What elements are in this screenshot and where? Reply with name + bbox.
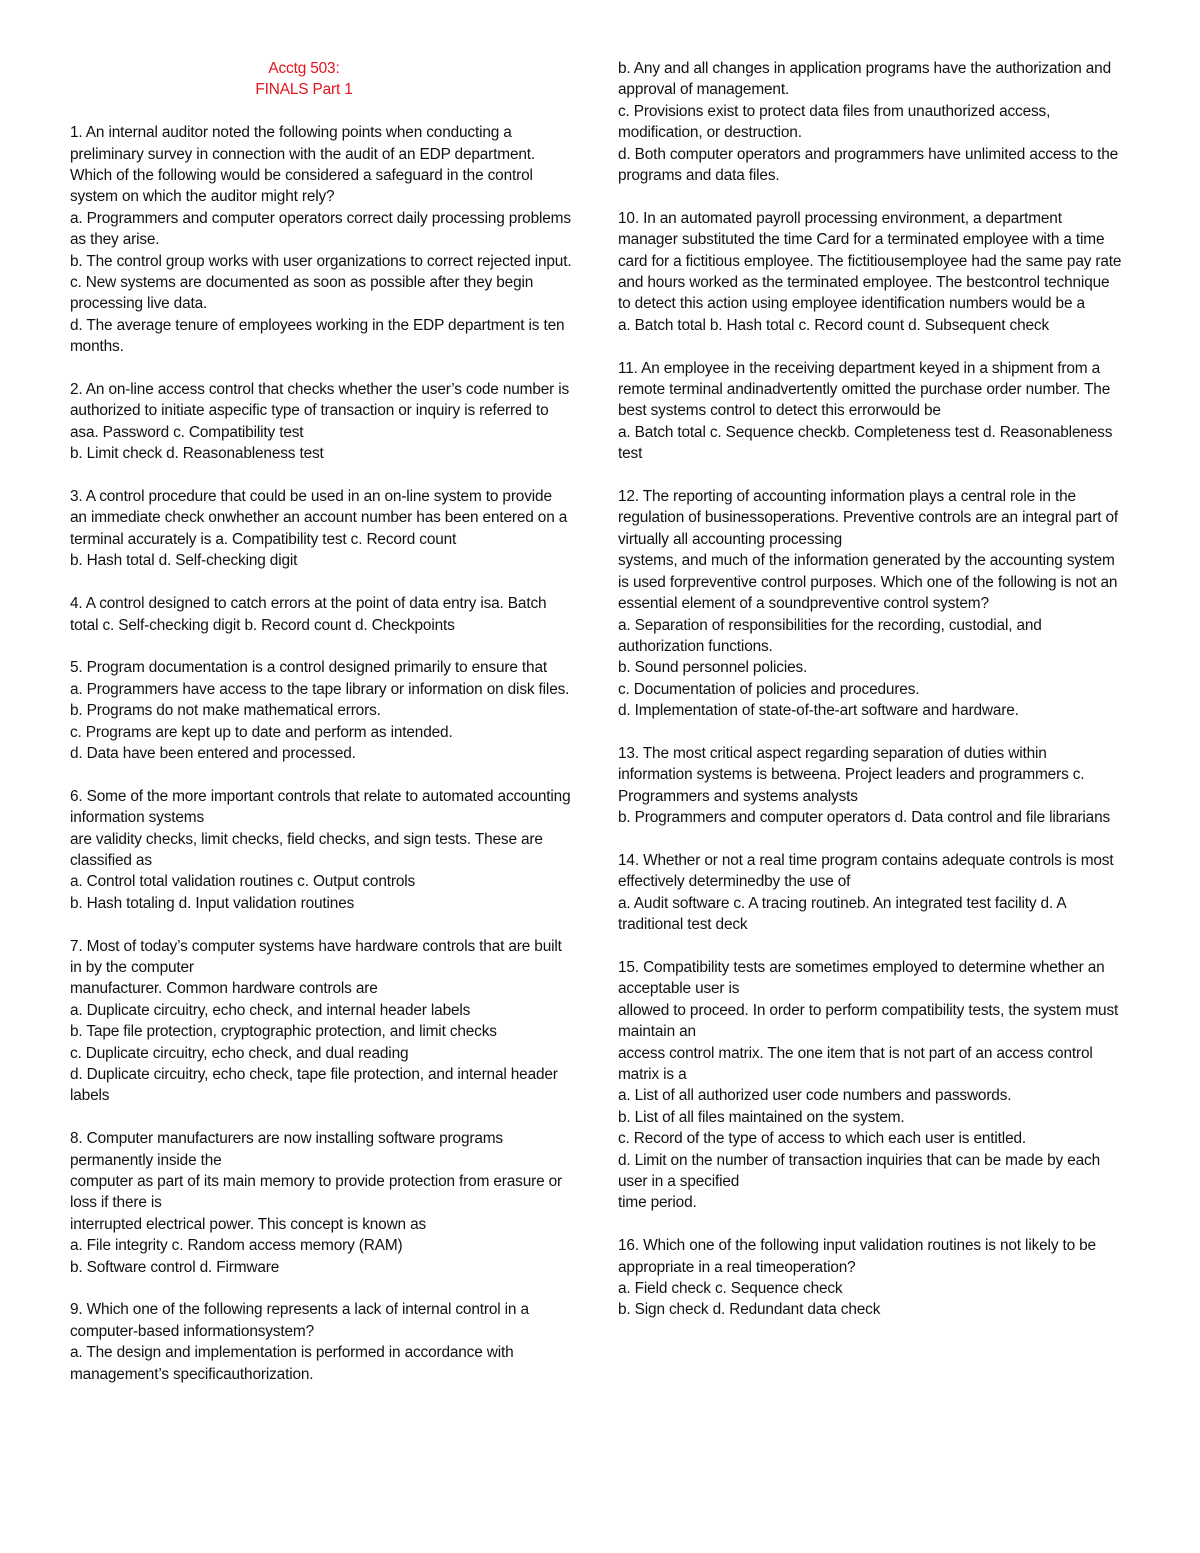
question-line: preliminary survey in connection with the audit of an EDP department. <box>70 145 536 163</box>
question-block <box>618 58 1133 186</box>
question-line: c. Record of the type of access to which each user is entitled. <box>618 1130 1027 1148</box>
question-line: traditional test deck <box>618 916 748 934</box>
question-line: test <box>618 445 643 463</box>
question-line: b. Tape file protection, cryptographic protection, and limit checks <box>70 1023 497 1041</box>
question-block <box>70 122 590 357</box>
question-line: asa. Password c. Compatibility test <box>70 423 304 441</box>
question-line: remote terminal andinadvertently omitted the purchase order number. The <box>618 381 1111 399</box>
question-line: b. Hash totaling d. Input validation routines <box>70 894 355 912</box>
left-question-list <box>70 122 590 1385</box>
question-line: terminal accurately is a. Compatibility test c. Record count <box>70 530 457 548</box>
question-line: authorized to initiate aspecific type of transaction or inquiry is referred to <box>70 402 549 420</box>
question-line: c. Programs are kept up to date and perform as intended. <box>70 723 453 741</box>
question-line: c. New systems are documented as soon as possible after they begin <box>70 274 534 292</box>
question-line: c. Documentation of policies and procedures. <box>618 680 920 698</box>
question-line: b. Any and all changes in application programs have the authorization and <box>618 60 1112 77</box>
question-line: Which of the following would be considered a safeguard in the control <box>70 167 533 185</box>
question-line: a. Programmers and computer operators correct daily processing problems <box>70 209 571 227</box>
question-line: regulation of businessoperations. Preventive controls are an integral part of <box>618 509 1119 527</box>
question-line: allowed to proceed. In order to perform compatibility tests, the system must <box>618 1001 1119 1019</box>
question-line: labels <box>70 1087 110 1105</box>
question-line: are validity checks, limit checks, field checks, and sign tests. These are <box>70 830 543 848</box>
question-line: b. Hash total d. Self-checking digit <box>70 552 298 570</box>
question-line: computer-based informationsystem? <box>70 1322 314 1340</box>
question-line: effectively determinedby the use of <box>618 873 851 891</box>
question-line: d. Data have been entered and processed. <box>70 744 356 762</box>
question-line: b. Sign check d. Redundant data check <box>618 1301 881 1319</box>
question-block <box>70 1128 590 1278</box>
question-block <box>70 1299 590 1385</box>
question-line: manufacturer. Common hardware controls are <box>70 980 378 998</box>
question-line: 13. The most critical aspect regarding separation of duties within <box>618 744 1047 762</box>
question-line: 16. Which one of the following input validation routines is not likely to be <box>618 1237 1096 1255</box>
question-line: to detect this action using employee identification numbers would be a <box>618 295 1085 313</box>
question-block <box>70 379 590 465</box>
question-block <box>618 208 1133 336</box>
question-line: 9. Which one of the following represents a lack of internal control in a <box>70 1301 529 1319</box>
question-line: best systems control to detect this errorwould be <box>618 402 941 420</box>
left-column <box>70 58 590 1385</box>
question-line: and hours worked as the terminated employee. The bestcontrol technique <box>618 274 1110 292</box>
question-line: 6. Some of the more important controls that relate to automated accounting <box>70 787 571 805</box>
question-line: virtually all accounting processing <box>618 530 843 548</box>
question-line: approval of management. <box>618 81 790 99</box>
question-block <box>618 850 1133 936</box>
question-line: acceptable user is <box>618 980 740 998</box>
question-line: is used forpreventive control purposes. Which one of the following is not an <box>618 573 1118 591</box>
question-block <box>70 657 590 764</box>
question-line: classified as <box>70 851 152 869</box>
question-line: 8. Computer manufacturers are now installing software programs <box>70 1130 503 1148</box>
question-line: d. Implementation of state-of-the-art software and hardware. <box>618 702 1019 720</box>
question-line: 5. Program documentation is a control designed primarily to ensure that <box>70 659 547 677</box>
question-line: card for a fictitious employee. The fictitiousemployee had the same pay rate <box>618 252 1122 270</box>
question-line: computer as part of its main memory to provide protection from erasure or <box>70 1173 563 1190</box>
question-block <box>70 786 590 914</box>
question-line: appropriate in a real timeoperation? <box>618 1258 856 1276</box>
question-line: a. Separation of responsibilities for the recording, custodial, and <box>618 616 1042 634</box>
document-header <box>18 58 590 101</box>
question-block <box>618 957 1133 1214</box>
question-line: d. Limit on the number of transaction inquiries that can be made by each <box>618 1151 1100 1169</box>
question-line: d. Both computer operators and programmers have unlimited access to the <box>618 145 1119 163</box>
question-line: b. Software control d. Firmware <box>70 1258 280 1276</box>
question-line: authorization functions. <box>618 637 773 655</box>
question-line: 3. A control procedure that could be used in an on-line system to provide <box>70 488 552 506</box>
question-line: d. Duplicate circuitry, echo check, tape file protection, and internal header <box>70 1065 558 1083</box>
question-block <box>70 593 590 636</box>
question-line: a. File integrity c. Random access memory (RAM) <box>70 1237 403 1255</box>
question-block <box>618 743 1133 829</box>
question-line: b. Sound personnel policies. <box>618 659 808 677</box>
question-line: b. The control group works with user organizations to correct rejected input. <box>70 252 572 270</box>
question-line: 1. An internal auditor noted the following points when conducting a <box>70 124 512 142</box>
question-line: in by the computer <box>70 958 194 976</box>
question-line: a. Audit software c. A tracing routineb. An integrated test facility d. A <box>618 894 1067 912</box>
question-line: permanently inside the <box>70 1151 222 1169</box>
question-line: information systems is betweena. Project leaders and programmers c. <box>618 766 1085 784</box>
question-line: maintain an <box>618 1023 696 1041</box>
question-line: total c. Self-checking digit b. Record count d. Checkpoints <box>70 616 455 634</box>
question-line: 15. Compatibility tests are sometimes employed to determine whether an <box>618 958 1105 976</box>
question-line: as they arise. <box>70 231 160 249</box>
question-line: a. The design and implementation is performed in accordance with <box>70 1344 514 1362</box>
question-line: loss if there is <box>70 1194 162 1212</box>
question-line: system on which the auditor might rely? <box>70 188 335 206</box>
question-line: manager substituted the time Card for a terminated employee with a time <box>618 231 1105 249</box>
question-line: c. Duplicate circuitry, echo check, and dual reading <box>70 1044 409 1062</box>
question-line: interrupted electrical power. This concept is known as <box>70 1215 427 1233</box>
question-line: 12. The reporting of accounting information plays a central role in the <box>618 488 1076 506</box>
exam-title: FINALS Part 1 <box>255 81 353 99</box>
question-line: information systems <box>70 809 204 827</box>
question-line: b. Programs do not make mathematical errors. <box>70 702 381 720</box>
question-line: a. Programmers have access to the tape library or information on disk files. <box>70 680 570 698</box>
question-line: access control matrix. The one item that is not part of an access control <box>618 1044 1093 1062</box>
question-line: a. Field check c. Sequence check <box>618 1280 843 1298</box>
question-line: a. Batch total b. Hash total c. Record count d. Subsequent check <box>618 316 1050 334</box>
question-line: essential element of a soundpreventive control system? <box>618 595 989 613</box>
question-line: Programmers and systems analysts <box>618 787 858 805</box>
question-block <box>70 486 590 572</box>
question-line: b. Programmers and computer operators d. Data control and file librarians <box>618 809 1111 827</box>
question-line: time period. <box>618 1194 697 1212</box>
question-line: a. Control total validation routines c. Output controls <box>70 873 416 891</box>
question-line: matrix is a <box>618 1066 687 1083</box>
question-line: programs and data files. <box>618 167 780 185</box>
question-line: processing live data. <box>70 295 208 313</box>
question-line: an immediate check onwhether an account number has been entered on a <box>70 509 568 527</box>
question-line: a. List of all authorized user code numbers and passwords. <box>618 1087 1012 1105</box>
question-line: a. Batch total c. Sequence checkb. Completeness test d. Reasonableness <box>618 423 1113 441</box>
question-block <box>70 936 590 1107</box>
question-line: months. <box>70 338 124 356</box>
question-line: modification, or destruction. <box>618 124 802 142</box>
question-line: systems, and much of the information generated by the accounting system <box>618 552 1115 570</box>
right-column <box>618 58 1133 1321</box>
question-line: b. List of all files maintained on the system. <box>618 1108 905 1126</box>
question-line: 4. A control designed to catch errors at the point of data entry isa. Batch <box>70 595 547 613</box>
question-line: d. The average tenure of employees working in the EDP department is ten <box>70 316 565 334</box>
course-title: Acctg 503: <box>268 60 340 77</box>
question-line: 7. Most of today’s computer systems have hardware controls that are built <box>70 937 562 955</box>
question-line: a. Duplicate circuitry, echo check, and internal header labels <box>70 1001 471 1019</box>
question-line: 2. An on-line access control that checks whether the user’s code number is <box>70 381 570 399</box>
question-line: 11. An employee in the receiving department keyed in a shipment from a <box>618 359 1100 377</box>
question-block <box>618 1235 1133 1321</box>
question-block <box>618 358 1133 465</box>
question-line: b. Limit check d. Reasonableness test <box>70 445 324 463</box>
question-line: management’s specificauthorization. <box>70 1365 314 1383</box>
question-block <box>618 486 1133 721</box>
question-line: user in a specified <box>618 1173 740 1191</box>
right-question-list <box>618 58 1133 1321</box>
question-line: 14. Whether or not a real time program contains adequate controls is most <box>618 851 1114 869</box>
question-line: 10. In an automated payroll processing environment, a department <box>618 209 1062 227</box>
question-line: c. Provisions exist to protect data files from unauthorized access, <box>618 102 1051 120</box>
